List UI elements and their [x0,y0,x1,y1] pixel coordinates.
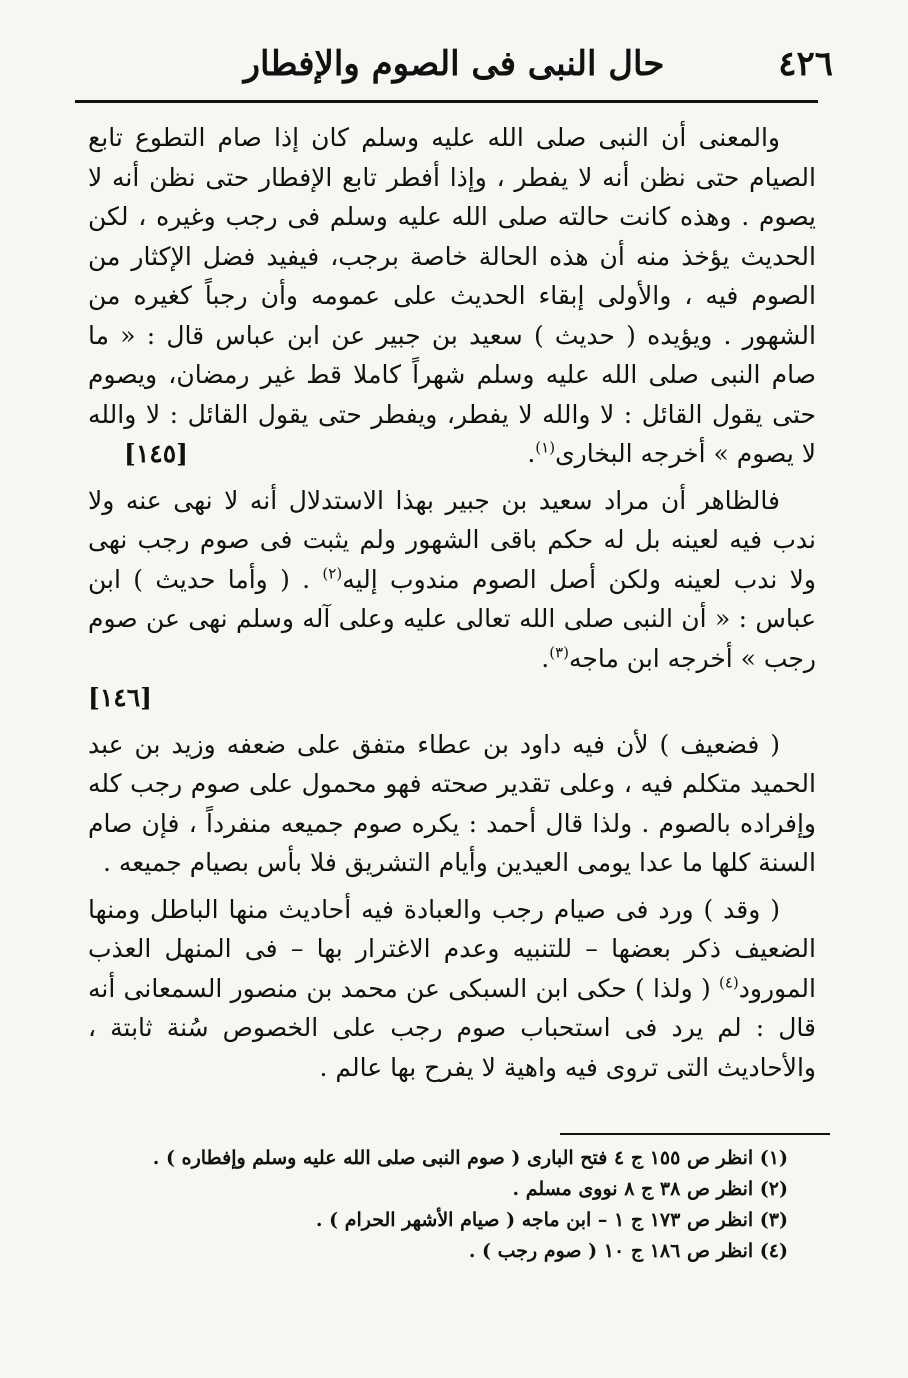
footnote-3: (٣) انظر ص ١٧٣ ج ١ – ابن ماجه ( صيام الأشهر الحرام ) . [315,1209,788,1231]
footnote-marker-4[interactable]: (٤) [719,973,739,992]
paragraph-4 [88,890,816,1088]
hadith-number-line [88,678,816,718]
paragraph-2-text-cont: . ( وأما حديث ) ابن عباس : « أن النبى صلى الله تعالى عليه وعلى آله وسلم نهى عن صوم رجب » أخرجه ابن ماجه [88,564,816,673]
paragraph-2 [88,481,816,679]
paragraph-3-text: ( فضعيف ) لأن فيه داود بن عطاء متفق على ضعفه وزيد بن عبد الحميد متكلم فيه ، وعلى تقدير صحته فهو محمول على صوم رجب كله وإفراده بالصوم . ولذا قال أحمد : يكره صوم جميعه منفرداً ، فإن صام السنة كلها ما عدا يومى العيدين وأيام التشريق فلا بأس بصيام جميعه . [88,729,816,877]
paragraph-4-text-cont: ( ولذا ) حكى ابن السبكى عن محمد بن منصور السمعانى أنه قال : لم يرد فى استحباب صوم رجب على الخصوص سُنة ثابتة ، والأحاديث التى تروى فيه واهية لا يفرح بها عالم . [88,973,816,1082]
footnote-rule [560,1133,830,1135]
paragraph-2-end: . [541,643,550,673]
footnote-marker-2[interactable]: (٢) [322,564,343,583]
paragraph-1 [88,118,816,474]
hadith-number-146: [١٤٦] [88,683,152,712]
running-title: حال النبى فى الصوم والإفطار [243,44,665,84]
footnote-1: (١) انظر ص ١٥٥ ج ٤ فتح البارى ( صوم النبى صلى الله عليه وسلم وإفطاره ) . [152,1147,788,1169]
footnote-marker-1[interactable]: (١) [535,438,556,457]
paragraph-4-text: ( وقد ) ورد فى صيام رجب والعبادة فيه أحاديث منها الباطل ومنها الضعيف ذكر بعضها – للتنبيه وعدم الاغترار بها – فى المنهل العذب المورود [88,894,816,1003]
footnote-4: (٤) انظر ص ١٨٦ ج ١٠ ( صوم رجب ) . [468,1240,788,1262]
footnote-2: (٢) انظر ص ٣٨ ج ٨ نووى مسلم . [512,1178,788,1200]
footnote-marker-3[interactable]: (٣) [549,643,569,662]
paragraph-2-text: فالظاهر أن مراد سعيد بن جبير بهذا الاستدلال أنه لا نهى عنه ولا ندب فيه لعينه بل له حكم باقى الشهور ولم يثبت فى صوم رجب نهى ولا ندب لعينه ولكن أصل الصوم مندوب إليه [88,485,816,594]
paragraph-1-text: والمعنى أن النبى صلى الله عليه وسلم كان إذا صام التطوع تابع الصيام حتى نظن أنه لا يفطر ، وإذا أفطر تابع الإفطار حتى نظن أنه لا يصوم . وهذه كانت حالته صلى الله عليه وسلم فى رجب وغيره ، لكن الحديث يؤخذ منه أن هذه الحالة خاصة برجب، فيفيد فضل الإكثار من الصوم فيه ، والأولى إبقاء الحديث على عمومه وأن رجباً كغيره من الشهور . ويؤيده ( حديث ) سعيد بن جبير عن ابن عباس قال : « ما صام النبى صلى الله عليه وسلم شهراً كاملا قط غير رمضان، ويصوم حتى يقول القائل : لا والله لا يفطر، ويفطر حتى يقول القائل : لا والله لا يصوم » أخرجه البخارى [88,123,816,468]
paragraph-1-end: . [527,439,536,468]
page-header [75,38,833,96]
main-text [88,118,816,1087]
header-rule [75,100,818,103]
page-number: ٤٢٦ [778,44,833,84]
footnotes [150,1143,788,1267]
hadith-number-145: [١٤٥] [124,439,188,468]
paragraph-3 [88,725,816,883]
